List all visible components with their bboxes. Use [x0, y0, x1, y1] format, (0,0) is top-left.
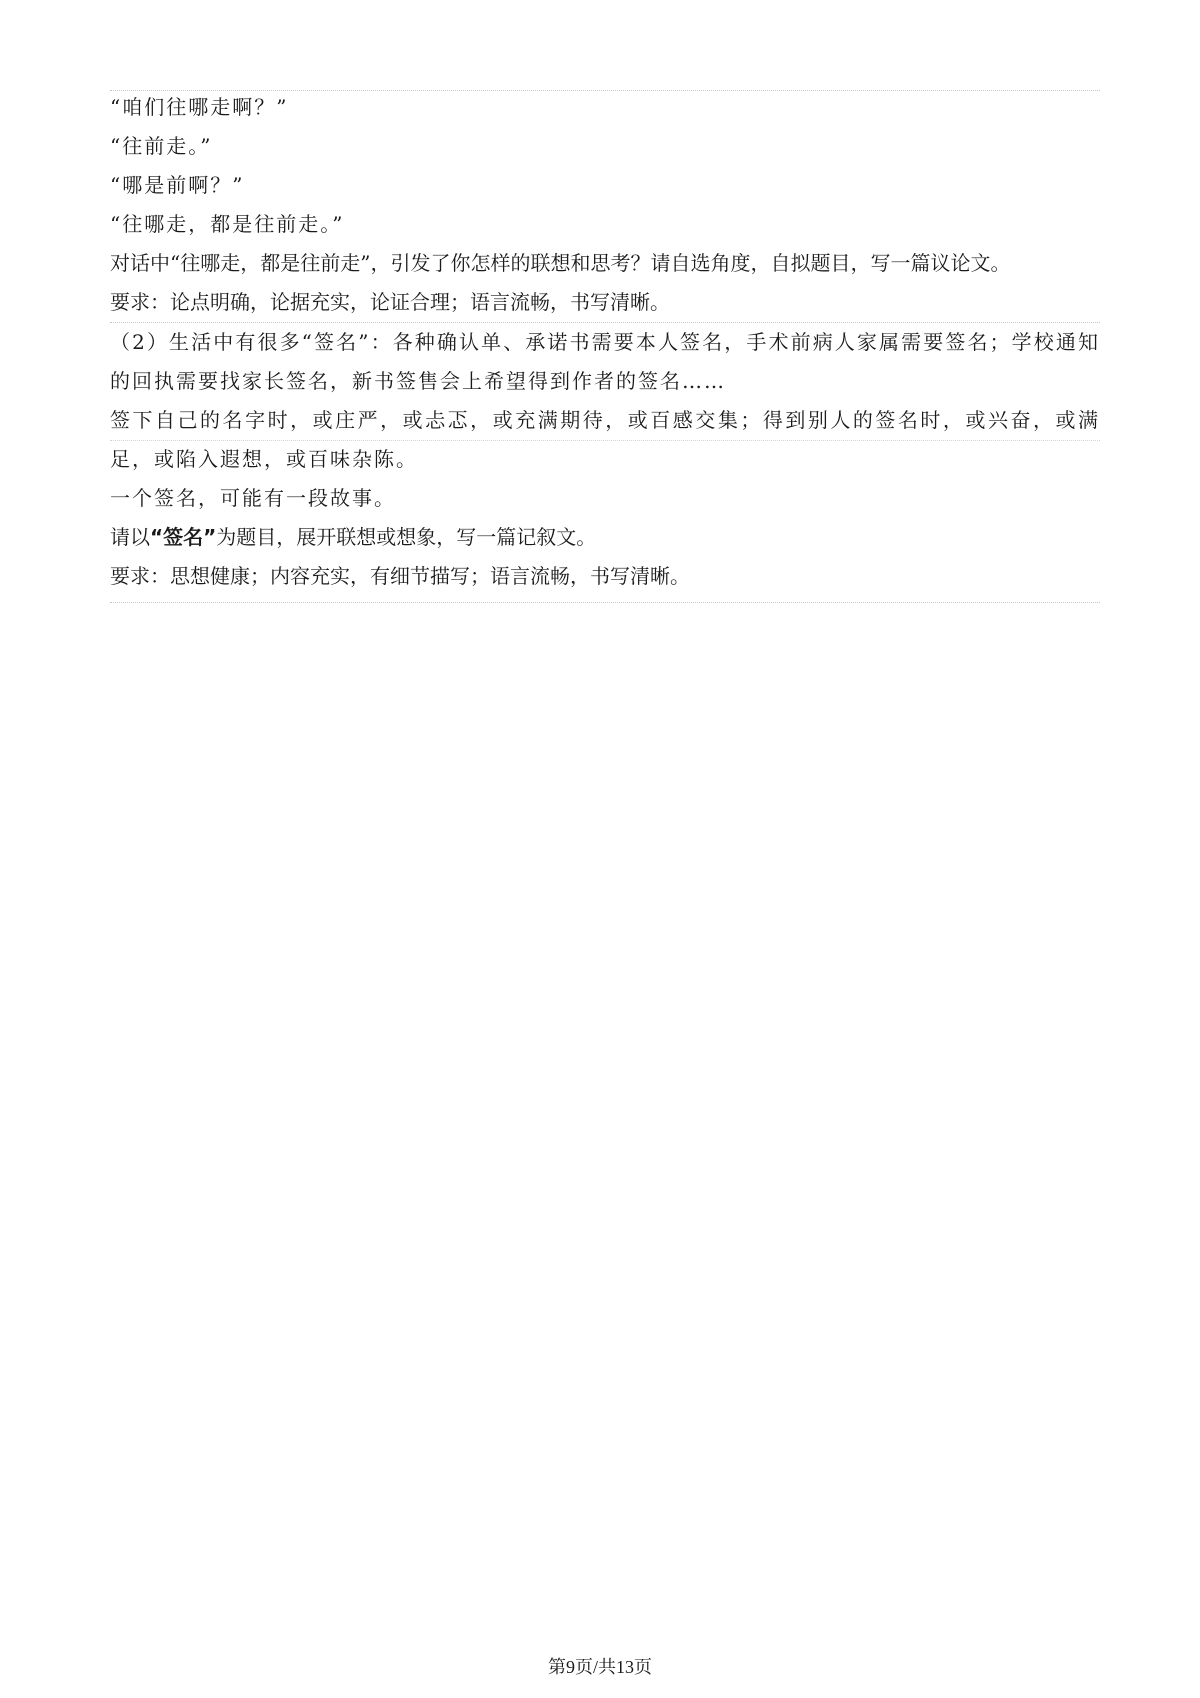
dialogue-line-3: “哪是前啊？” [110, 173, 245, 197]
separator-bottom [110, 602, 1100, 603]
separator-lower [110, 440, 1100, 441]
task-prefix: 请以 [110, 525, 150, 549]
prompt2-requirement: 要求：思想健康；内容充实，有细节描写；语言流畅，书写清晰。 [110, 564, 690, 588]
prompt2-task [110, 518, 1100, 557]
task-suffix: 为题目，展开联想或想象，写一篇记叙文。 [216, 525, 597, 549]
dialogue-line-2: “往前走。” [110, 134, 213, 158]
dialogue-line-1: “咱们往哪走啊？” [110, 95, 289, 119]
prompt2-story: 一个签名，可能有一段故事。 [110, 486, 396, 510]
prompt1-text: 对话中“往哪走，都是往前走”，引发了你怎样的联想和思考？请自选角度，自拟题目，写一篇议论文。 [110, 251, 1011, 275]
prompt2-intro: （2）生活中有很多“签名”：各种确认单、承诺书需要本人签名，手术前病人家属需要签名；学校通知的回执需要找家长签名，新书签售会上希望得到作者的签名…… [110, 330, 1100, 393]
prompt1-requirement: 要求：论点明确，论据充实，论证合理；语言流畅，书写清晰。 [110, 290, 670, 314]
page-number: 第9页/共13页 [547, 1657, 652, 1677]
prompt2-feelings: 签下自己的名字时，或庄严，或忐忑，或充满期待，或百感交集；得到别人的签名时，或兴奋，或满足，或陷入遐想，或百味杂陈。 [110, 408, 1100, 471]
dialogue-line-4: “往哪走，都是往前走。” [110, 212, 345, 236]
task-title: “签名” [150, 525, 217, 549]
document-content [110, 88, 1100, 603]
